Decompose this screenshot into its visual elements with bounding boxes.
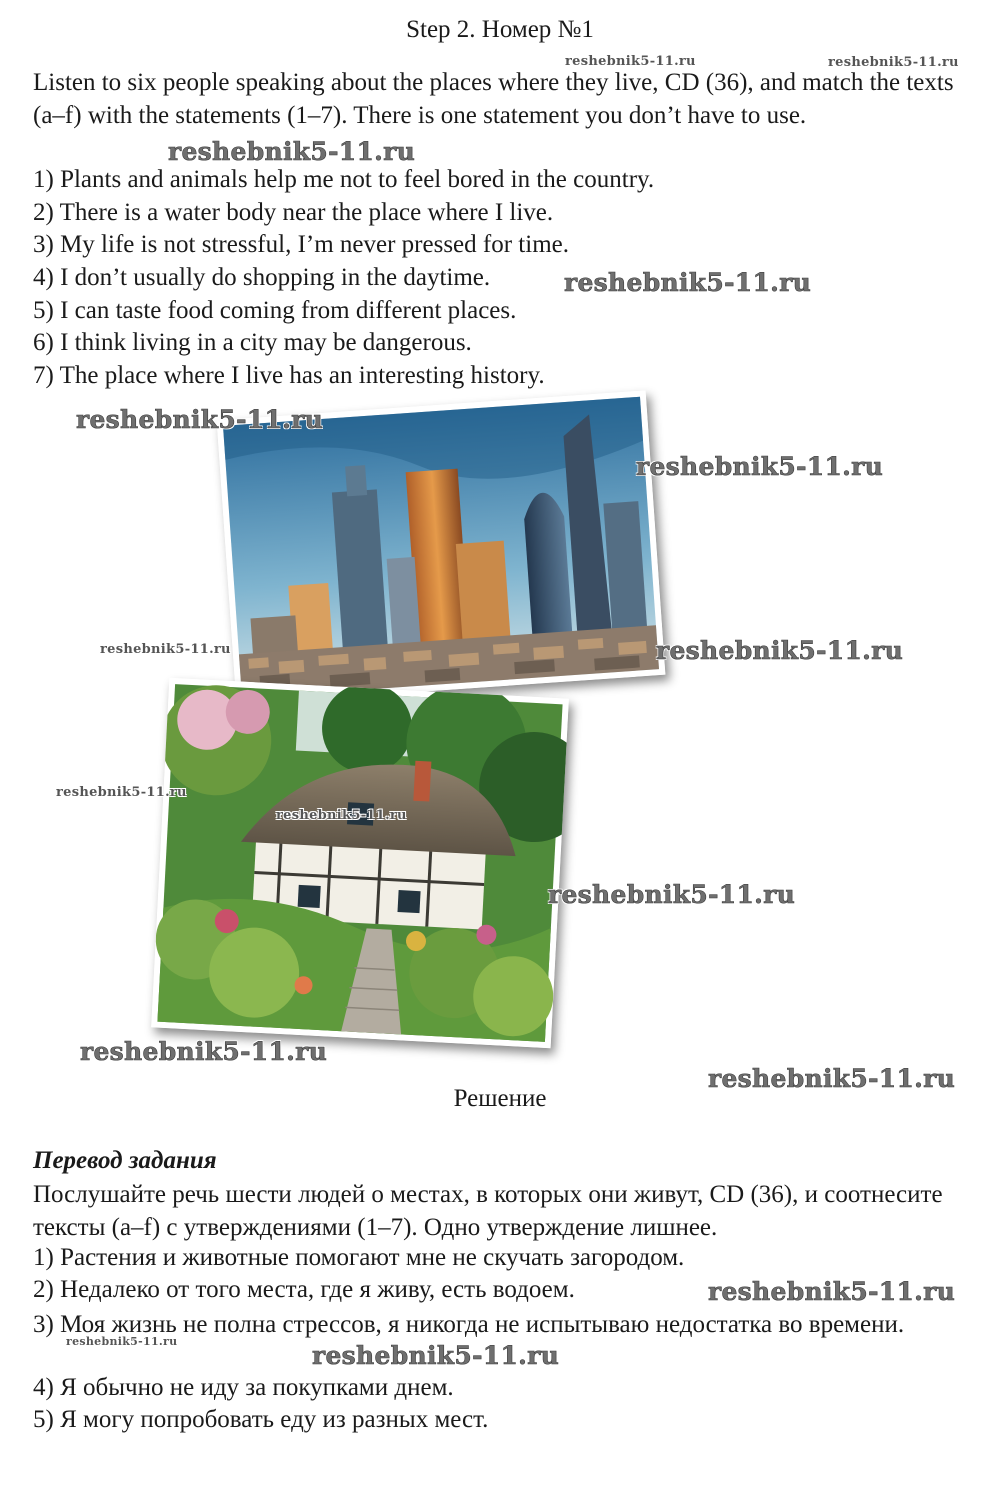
watermark: reshebnik5-11.ru (564, 268, 812, 297)
watermark: reshebnik5-11.ru (80, 1037, 328, 1066)
translation-item-1: 1) Растения и животные помогают мне не скучать загородом. (33, 1244, 685, 1271)
statement-5: 5) I can taste food coming from different places. (33, 297, 517, 324)
watermark: reshebnik5-11.ru (656, 636, 904, 665)
statement-4: 4) I don’t usually do shopping in the daytime. (33, 264, 491, 291)
translation-item-5: 5) Я могу попробовать еду из разных мест. (33, 1406, 489, 1433)
watermark: reshebnik5-11.ru (548, 880, 796, 909)
watermark: reshebnik5-11.ru (76, 405, 324, 434)
task-intro: Listen to six people speaking about the places where they live, CD (36), and match the texts (a–f) with the statements (1–7). There is one statement you don’t have to use. (33, 69, 954, 129)
country-cottage-photo (151, 678, 569, 1048)
translation-item-3: 3) Моя жизнь не полна стрессов, я никогда не испытываю недостатка во времени. (33, 1311, 905, 1338)
watermark: reshebnik5-11.ru (66, 1335, 178, 1348)
statement-6: 6) I think living in a city may be dangerous. (33, 329, 472, 356)
watermark: reshebnik5-11.ru (276, 808, 407, 823)
statement-1: 1) Plants and animals help me not to feel bored in the country. (33, 166, 655, 193)
translation-item-4: 4) Я обычно не иду за покупками днем. (33, 1374, 454, 1401)
translation-intro: Послушайте речь шести людей о местах, в которых они живут, CD (36), и соотнесите тексты (a–f) с утверждениями (1–7). Одно утверждение лишнее. (33, 1181, 943, 1241)
watermark: reshebnik5-11.ru (636, 452, 884, 481)
translation-item-2: 2) Недалеко от того места, где я живу, есть водоем. (33, 1276, 575, 1303)
watermark: reshebnik5-11.ru (828, 55, 959, 70)
watermark: reshebnik5-11.ru (708, 1277, 956, 1306)
city-skyline-photo (217, 390, 666, 704)
solution-label: Решение (453, 1085, 547, 1112)
watermark: reshebnik5-11.ru (708, 1064, 956, 1093)
page-title: Step 2. Номер №1 (406, 16, 594, 43)
translation-heading: Перевод задания (33, 1147, 217, 1174)
watermark: reshebnik5-11.ru (565, 54, 696, 69)
statement-2: 2) There is a water body near the place where I live. (33, 199, 554, 226)
watermark: reshebnik5-11.ru (100, 642, 231, 657)
statement-7: 7) The place where I live has an interesting history. (33, 362, 545, 389)
statement-3: 3) My life is not stressful, I’m never pressed for time. (33, 231, 569, 258)
watermark: reshebnik5-11.ru (56, 785, 187, 800)
watermark: reshebnik5-11.ru (168, 137, 416, 166)
watermark: reshebnik5-11.ru (312, 1341, 560, 1370)
